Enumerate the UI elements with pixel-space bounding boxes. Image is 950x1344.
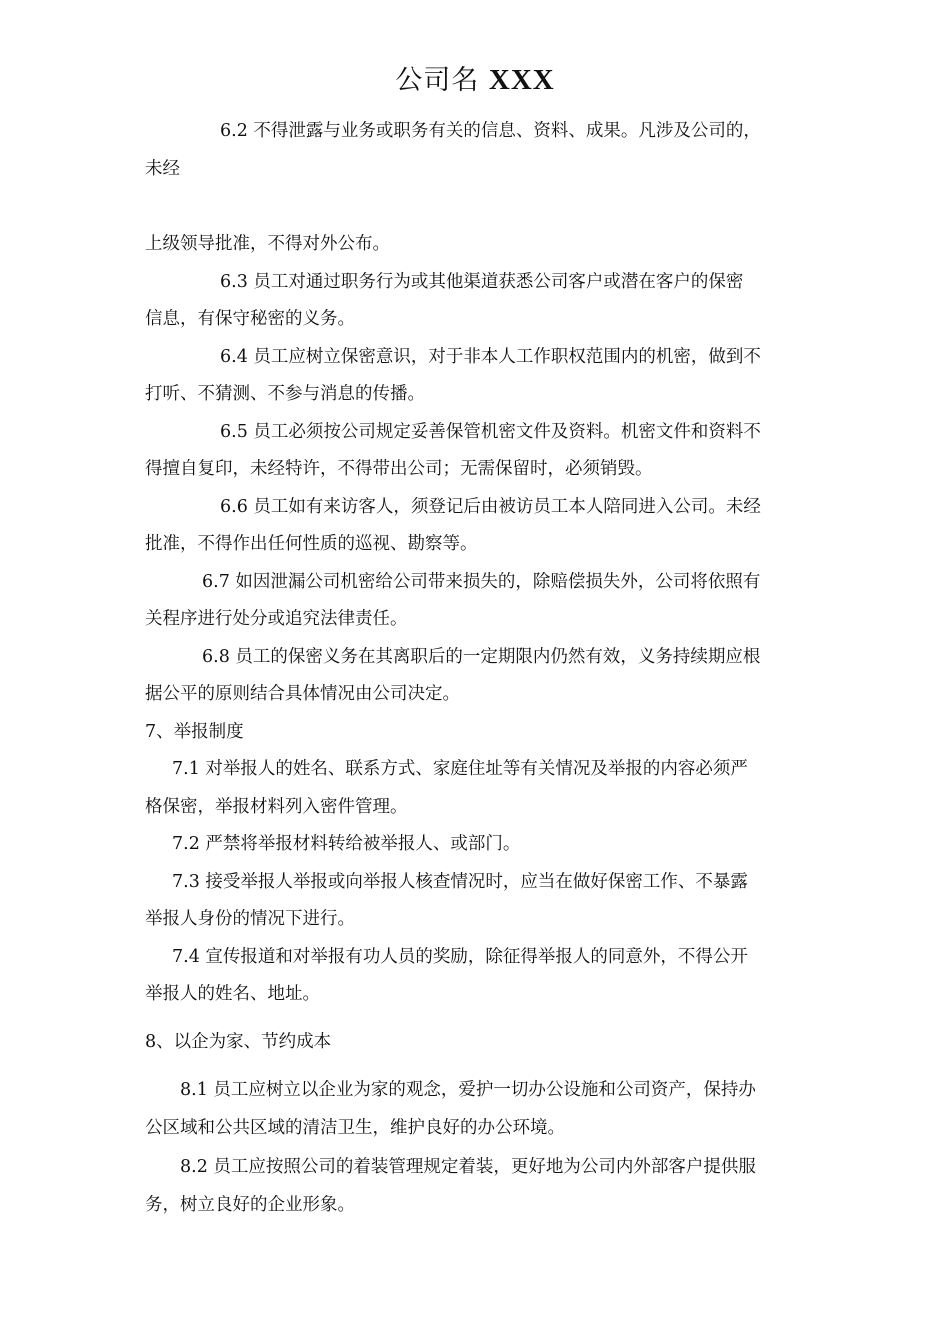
paragraph-line: 6.5 员工必须按公司规定妥善保管机密文件及资料。机密文件和资料不 [220,422,761,442]
paragraph-line: 6.7 如因泄漏公司机密给公司带来损失的，除赔偿损失外，公司将依照有 [202,572,761,592]
paragraph-line: 格保密，举报材料列入密件管理。 [145,797,408,817]
paragraph-line: 7.2 严禁将举报材料转给被举报人、或部门。 [172,834,521,854]
paragraph-line: 务，树立良好的企业形象。 [145,1195,355,1215]
paragraph-line: 举报人身份的情况下进行。 [145,909,355,929]
paragraph-line: 关程序进行处分或追究法律责任。 [145,609,408,629]
paragraph-line: 得擅自复印，未经特许，不得带出公司；无需保留时，必须销毁。 [145,459,653,479]
paragraph-line: 8.1 员工应树立以企业为家的观念，爱护一切办公设施和公司资产，保持办 [180,1080,756,1100]
paragraph-line: 据公平的原则结合具体情况由公司决定。 [145,684,460,704]
paragraph-line: 批准，不得作出任何性质的巡视、勘察等。 [145,534,478,554]
paragraph-line: 6.2 不得泄露与业务或职务有关的信息、资料、成果。凡涉及公司的， [220,121,761,141]
paragraph-line: 7.1 对举报人的姓名、联系方式、家庭住址等有关情况及举报的内容必须严 [172,759,748,779]
paragraph-line: 上级领导批准，不得对外公布。 [145,234,390,254]
paragraph-line: 举报人的姓名、地址。 [145,984,320,1004]
paragraph-line: 6.3 员工对通过职务行为或其他渠道获悉公司客户或潜在客户的保密 [220,272,744,292]
paragraph-line: 6.6 员工如有来访客人，须登记后由被访员工本人陪同进入公司。未经 [220,497,761,517]
document-title [0,58,950,97]
paragraph-line: 6.4 员工应树立保密意识，对于非本人工作职权范围内的机密，做到不 [220,347,761,367]
paragraph-line: 7.4 宣传报道和对举报有功人员的奖励，除征得举报人的同意外，不得公开 [172,947,748,967]
section-heading: 7、举报制度 [145,722,244,742]
paragraph-line: 信息，有保守秘密的义务。 [145,309,355,329]
title-text: 公司名 [395,65,480,96]
paragraph-line: 6.8 员工的保密义务在其离职后的一定期限内仍然有效，义务持续期应根 [202,647,761,667]
section-heading: 8、以企为家、节约成本 [145,1032,332,1052]
paragraph-line: 未经 [145,159,180,179]
paragraph-line: 8.2 员工应按照公司的着装管理规定着装，更好地为公司内外部客户提供服 [180,1157,756,1177]
paragraph-line: 打听、不猜测、不参与消息的传播。 [145,384,425,404]
paragraph-line: 7.3 接受举报人举报或向举报人核查情况时，应当在做好保密工作、不暴露 [172,872,748,892]
paragraph-line: 公区域和公共区域的清洁卫生，维护良好的办公环境。 [145,1118,565,1138]
title-bold-text: XXX [488,64,555,96]
